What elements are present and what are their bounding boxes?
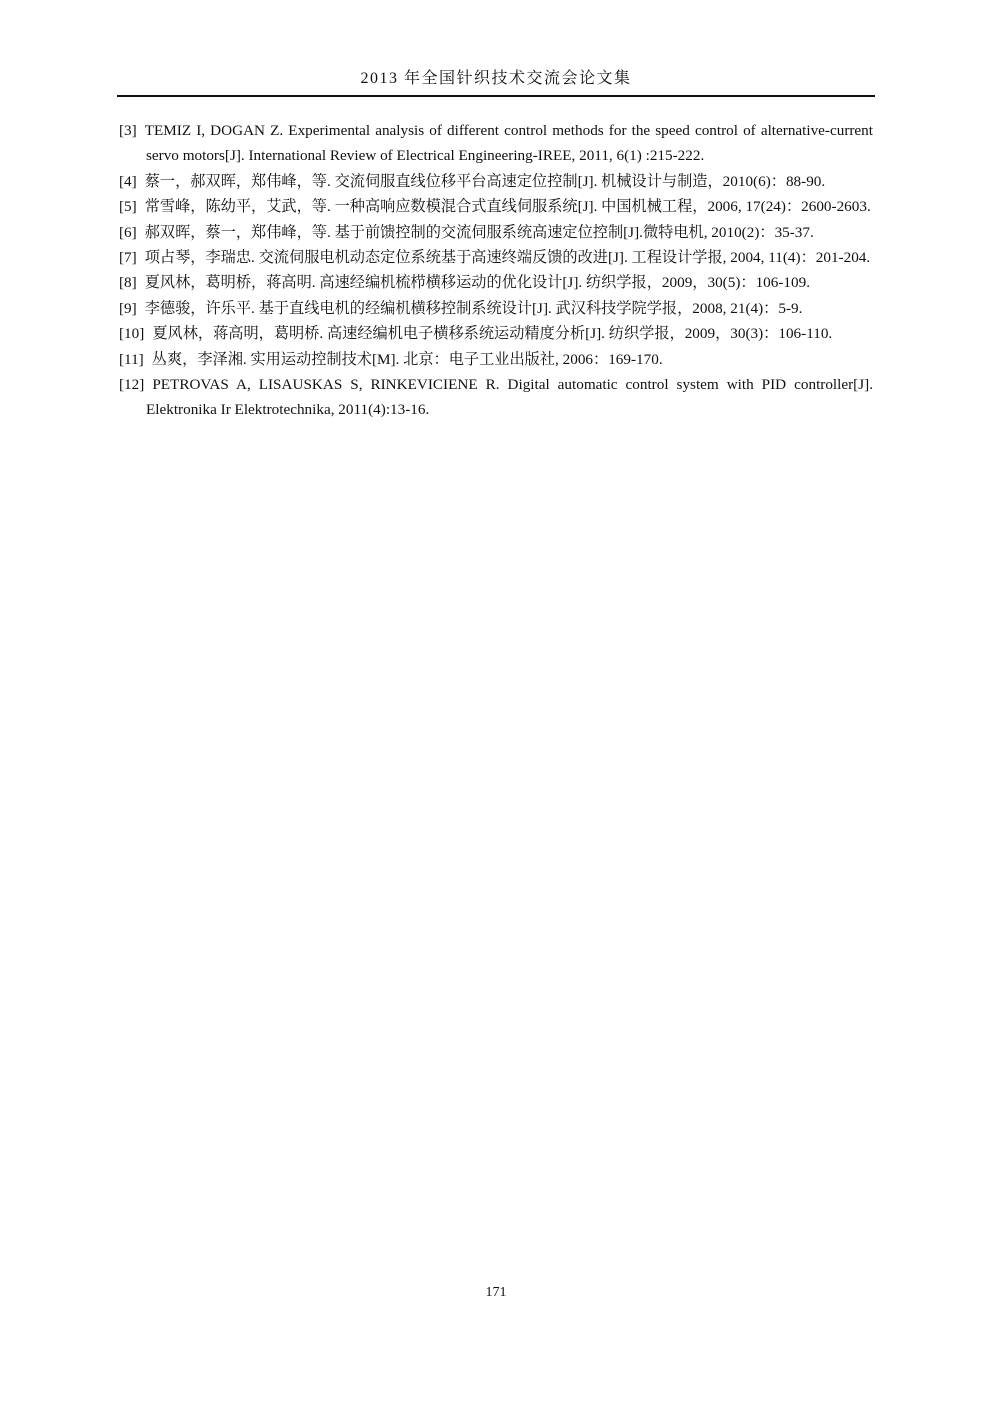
- reference-text: 李德骏，许乐平. 基于直线电机的经编机横移控制系统设计[J]. 武汉科技学院学报，2008, 21(4)：5-9.: [144, 299, 803, 317]
- reference-number: [8]: [119, 274, 137, 292]
- reference-number: [7]: [119, 249, 137, 267]
- running-header: 2013 年全国针织技术交流会论文集: [360, 70, 632, 87]
- reference-number: [11]: [119, 350, 144, 368]
- reference-3: [119, 118, 873, 169]
- reference-text: PETROVAS A, LISAUSKAS S, RINKEVICIENE R. Digital automatic control system with PID controller[J]. Elektronika Ir Elektrotechnika, 2011(4):13-16.: [146, 376, 873, 419]
- header-rule: [117, 95, 875, 97]
- reference-4: [119, 169, 873, 194]
- reference-text: TEMIZ I, DOGAN Z. Experimental analysis of different control methods for the speed control of alternative-current servo motors[J]. International Review of Electrical Engineering-IREE, 2011, 6(1) :215-222.: [144, 122, 873, 165]
- reference-text: 蔡一，郝双晖，郑伟峰，等. 交流伺服直线位移平台高速定位控制[J]. 机械设计与制造，2010(6)：88-90.: [144, 172, 826, 190]
- reference-number: [12]: [119, 376, 145, 394]
- reference-text: 夏风林，蒋高明，葛明桥. 高速经编机电子横移系统运动精度分析[J]. 纺织学报，2009，30(3)：106-110.: [152, 325, 833, 343]
- reference-7: [119, 245, 873, 270]
- reference-6: [119, 220, 873, 245]
- reference-11: [119, 347, 873, 372]
- reference-8: [119, 270, 873, 295]
- reference-list: [119, 118, 873, 423]
- reference-number: [6]: [119, 223, 137, 241]
- reference-number: [3]: [119, 122, 137, 139]
- reference-text: 夏风林，葛明桥，蒋高明. 高速经编机梳栉横移运动的优化设计[J]. 纺织学报，2009，30(5)：106-109.: [144, 274, 810, 292]
- page-number: 171: [485, 1285, 507, 1300]
- reference-12: [119, 372, 873, 423]
- reference-5: [119, 194, 873, 219]
- reference-text: 丛爽，李泽湘. 实用运动控制技术[M]. 北京：电子工业出版社, 2006：169-170.: [151, 350, 663, 368]
- reference-number: [4]: [119, 172, 137, 190]
- reference-number: [5]: [119, 198, 137, 216]
- reference-text: 郝双晖，蔡一，郑伟峰，等. 基于前馈控制的交流伺服系统高速定位控制[J].微特电机, 2010(2)：35-37.: [144, 223, 814, 241]
- reference-number: [9]: [119, 299, 137, 317]
- reference-text: 项占琴，李瑞忠. 交流伺服电机动态定位系统基于高速终端反馈的改进[J]. 工程设计学报, 2004, 11(4)：201-204.: [144, 249, 871, 267]
- reference-number: [10]: [119, 325, 145, 343]
- reference-9: [119, 296, 873, 321]
- reference-10: [119, 321, 873, 346]
- reference-text: 常雪峰，陈幼平，艾武，等. 一种高响应数模混合式直线伺服系统[J]. 中国机械工程，2006, 17(24)：2600-2603.: [144, 198, 871, 216]
